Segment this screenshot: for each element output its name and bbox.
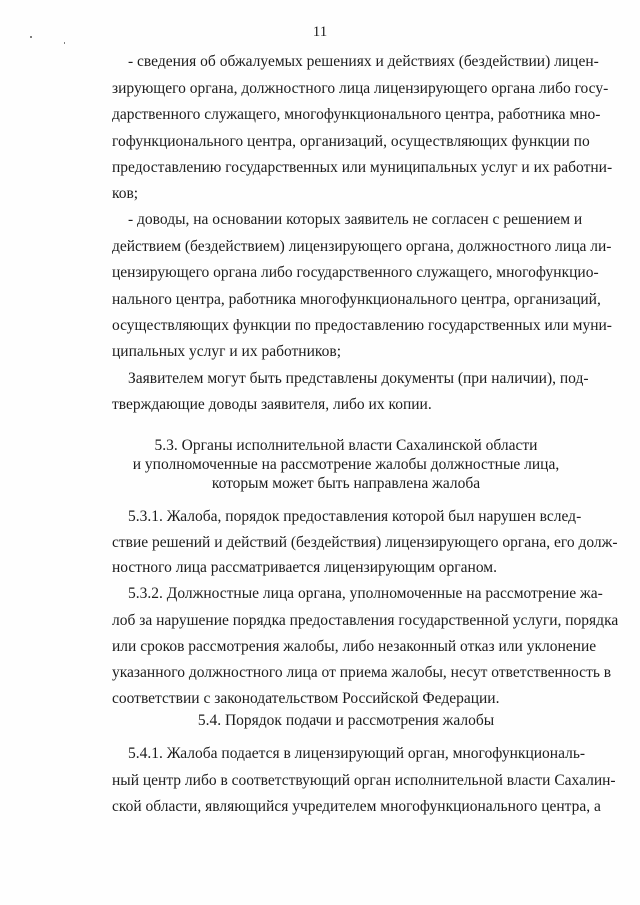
- paragraph-line: ностного лица рассматривается лицензирующим органом.: [112, 559, 497, 576]
- scan-speck: [30, 36, 32, 38]
- paragraph-line: дарственного служащего, многофункционального центра, работника мно-: [112, 106, 601, 123]
- paragraph-line: 5.3.2. Должностные лица органа, уполномоченные на рассмотрение жа-: [128, 585, 603, 602]
- paragraph-line: нального центра, работника многофункционального центра, организаций,: [112, 291, 601, 308]
- paragraph-line: действием (бездействием) лицензирующего органа, должностного лица ли-: [112, 238, 612, 255]
- paragraph-line: зирующего органа, должностного лица лицензирующего органа либо госу-: [112, 80, 609, 97]
- paragraph-line: 5.4.1. Жалоба подается в лицензирующий орган, многофункциональ-: [128, 745, 586, 762]
- paragraph-line: ный центр либо в соответствующий орган исполнительной власти Сахалин-: [112, 772, 616, 789]
- section-heading: которым может быть направлена жалоба: [211, 475, 481, 492]
- paragraph-line: предоставлению государственных или муниципальных услуг и их работни-: [112, 159, 613, 176]
- paragraph-line: цензирующего органа либо государственного служащего, многофункцио-: [112, 264, 599, 281]
- paragraph-line: - сведения об обжалуемых решениях и действиях (бездействии) лицен-: [128, 53, 599, 70]
- page-number: 11: [312, 24, 328, 40]
- paragraph-line: гофункционального центра, организаций, осуществляющих функции по: [112, 133, 590, 150]
- paragraph-line: ципальных услуг и их работников;: [112, 343, 342, 360]
- paragraph-line: осуществляющих функции по предоставлению государственных или муни-: [112, 317, 612, 334]
- paragraph-line: ков;: [112, 185, 139, 202]
- paragraph-line: или сроков рассмотрения жалобы, либо незаконный отказ или уклонение: [112, 638, 597, 655]
- section-heading: 5.4. Порядок подачи и рассмотрения жалобы: [197, 712, 495, 729]
- paragraph-line: Заявителем могут быть представлены документы (при наличии), под-: [128, 370, 589, 387]
- paragraph-line: ствие решений и действий (бездействия) лицензирующего органа, его долж-: [112, 534, 618, 551]
- paragraph-line: лоб за нарушение порядка предоставления государственной услуги, порядка: [112, 612, 619, 629]
- paragraph-line: ской области, являющийся учредителем многофункционального центра, а: [112, 798, 601, 815]
- paragraph-line: указанного должностного лица от приема жалобы, несут ответственность в: [112, 664, 612, 681]
- section-heading: и уполномоченные на рассмотрение жалобы должностные лица,: [132, 456, 560, 473]
- section-heading: 5.3. Органы исполнительной власти Сахалинской области: [154, 437, 538, 454]
- paragraph-line: 5.3.1. Жалоба, порядок предоставления которой был нарушен вслед-: [128, 508, 582, 525]
- paragraph-line: - доводы, на основании которых заявитель не согласен с решением и: [128, 211, 583, 228]
- scan-speck: [64, 42, 65, 44]
- paragraph-line: тверждающие доводы заявителя, либо их копии.: [112, 396, 432, 413]
- paragraph-line: соответствии с законодательством Российской Федерации.: [112, 690, 500, 707]
